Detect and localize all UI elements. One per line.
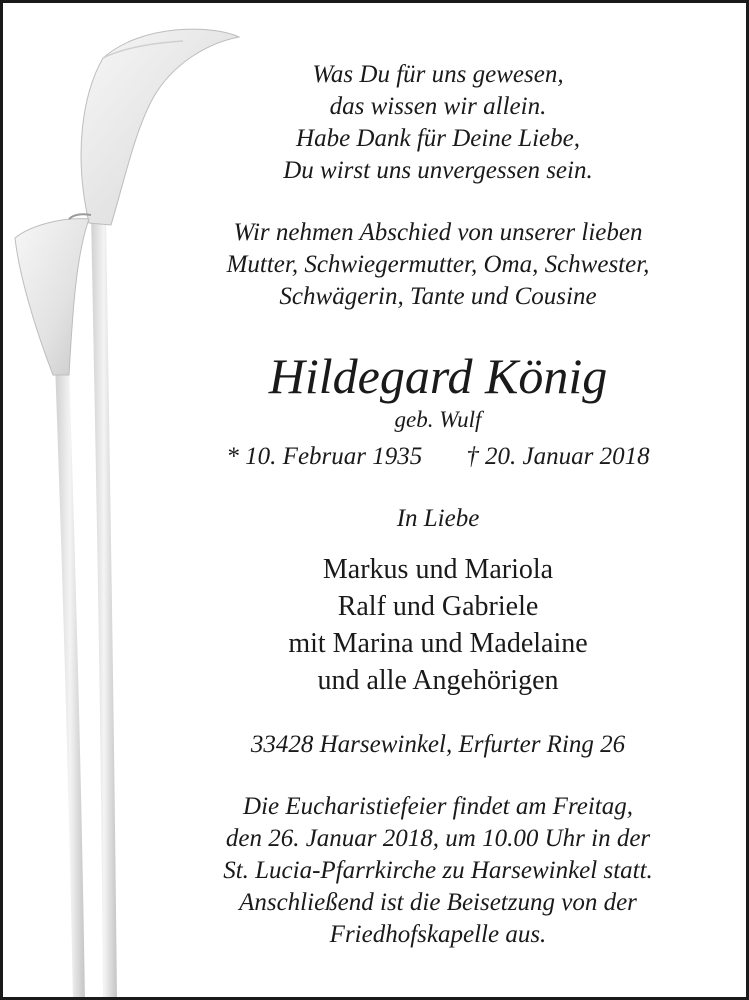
life-dates <box>163 441 713 473</box>
family-line: Markus und Mariola <box>322 554 554 585</box>
verse-line: Habe Dank für Deine Liebe, <box>296 125 580 152</box>
verse-line: Was Du für uns gewesen, <box>312 61 564 88</box>
service-announcement <box>163 791 713 951</box>
verse-line: Du wirst uns unvergessen sein. <box>283 157 593 184</box>
service-line: Die Eucharistiefeier findet am Freitag, <box>243 793 633 820</box>
mourning-family <box>163 551 713 699</box>
birth-date: * 10. Februar 1935 <box>226 443 423 470</box>
farewell-line: Wir nehmen Abschied von unserer lieben <box>233 219 643 246</box>
service-line: den 26. Januar 2018, um 10.00 Uhr in der <box>225 825 651 852</box>
lily-stem-short <box>55 363 85 1000</box>
in-love-line: In Liebe <box>396 505 480 532</box>
service-line: St. Lucia-Pfarrkirche zu Harsewinkel statt. <box>223 857 653 884</box>
family-line: Ralf und Gabriele <box>337 591 539 622</box>
lily-stem-tall <box>91 213 117 1000</box>
memorial-verse <box>163 59 713 187</box>
farewell-line: Schwägerin, Tante und Cousine <box>279 283 597 310</box>
mourning-address: 33428 Harsewinkel, Erfurter Ring 26 <box>250 731 626 758</box>
service-line: Friedhofskapelle aus. <box>329 921 547 948</box>
family-line: und alle Angehörigen <box>317 665 559 696</box>
lily-flower-lower <box>15 219 89 375</box>
service-line: Anschließend ist die Beisetzung von der <box>239 889 637 916</box>
maiden-name: geb. Wulf <box>394 407 482 432</box>
deceased-name: Hildegard König <box>268 348 608 404</box>
farewell-line: Mutter, Schwiegermutter, Oma, Schwester, <box>226 251 650 278</box>
farewell-statement <box>163 217 713 313</box>
family-line: mit Marina und Madelaine <box>288 628 588 659</box>
verse-line: das wissen wir allein. <box>329 93 547 120</box>
death-date: † 20. Januar 2018 <box>466 443 650 470</box>
